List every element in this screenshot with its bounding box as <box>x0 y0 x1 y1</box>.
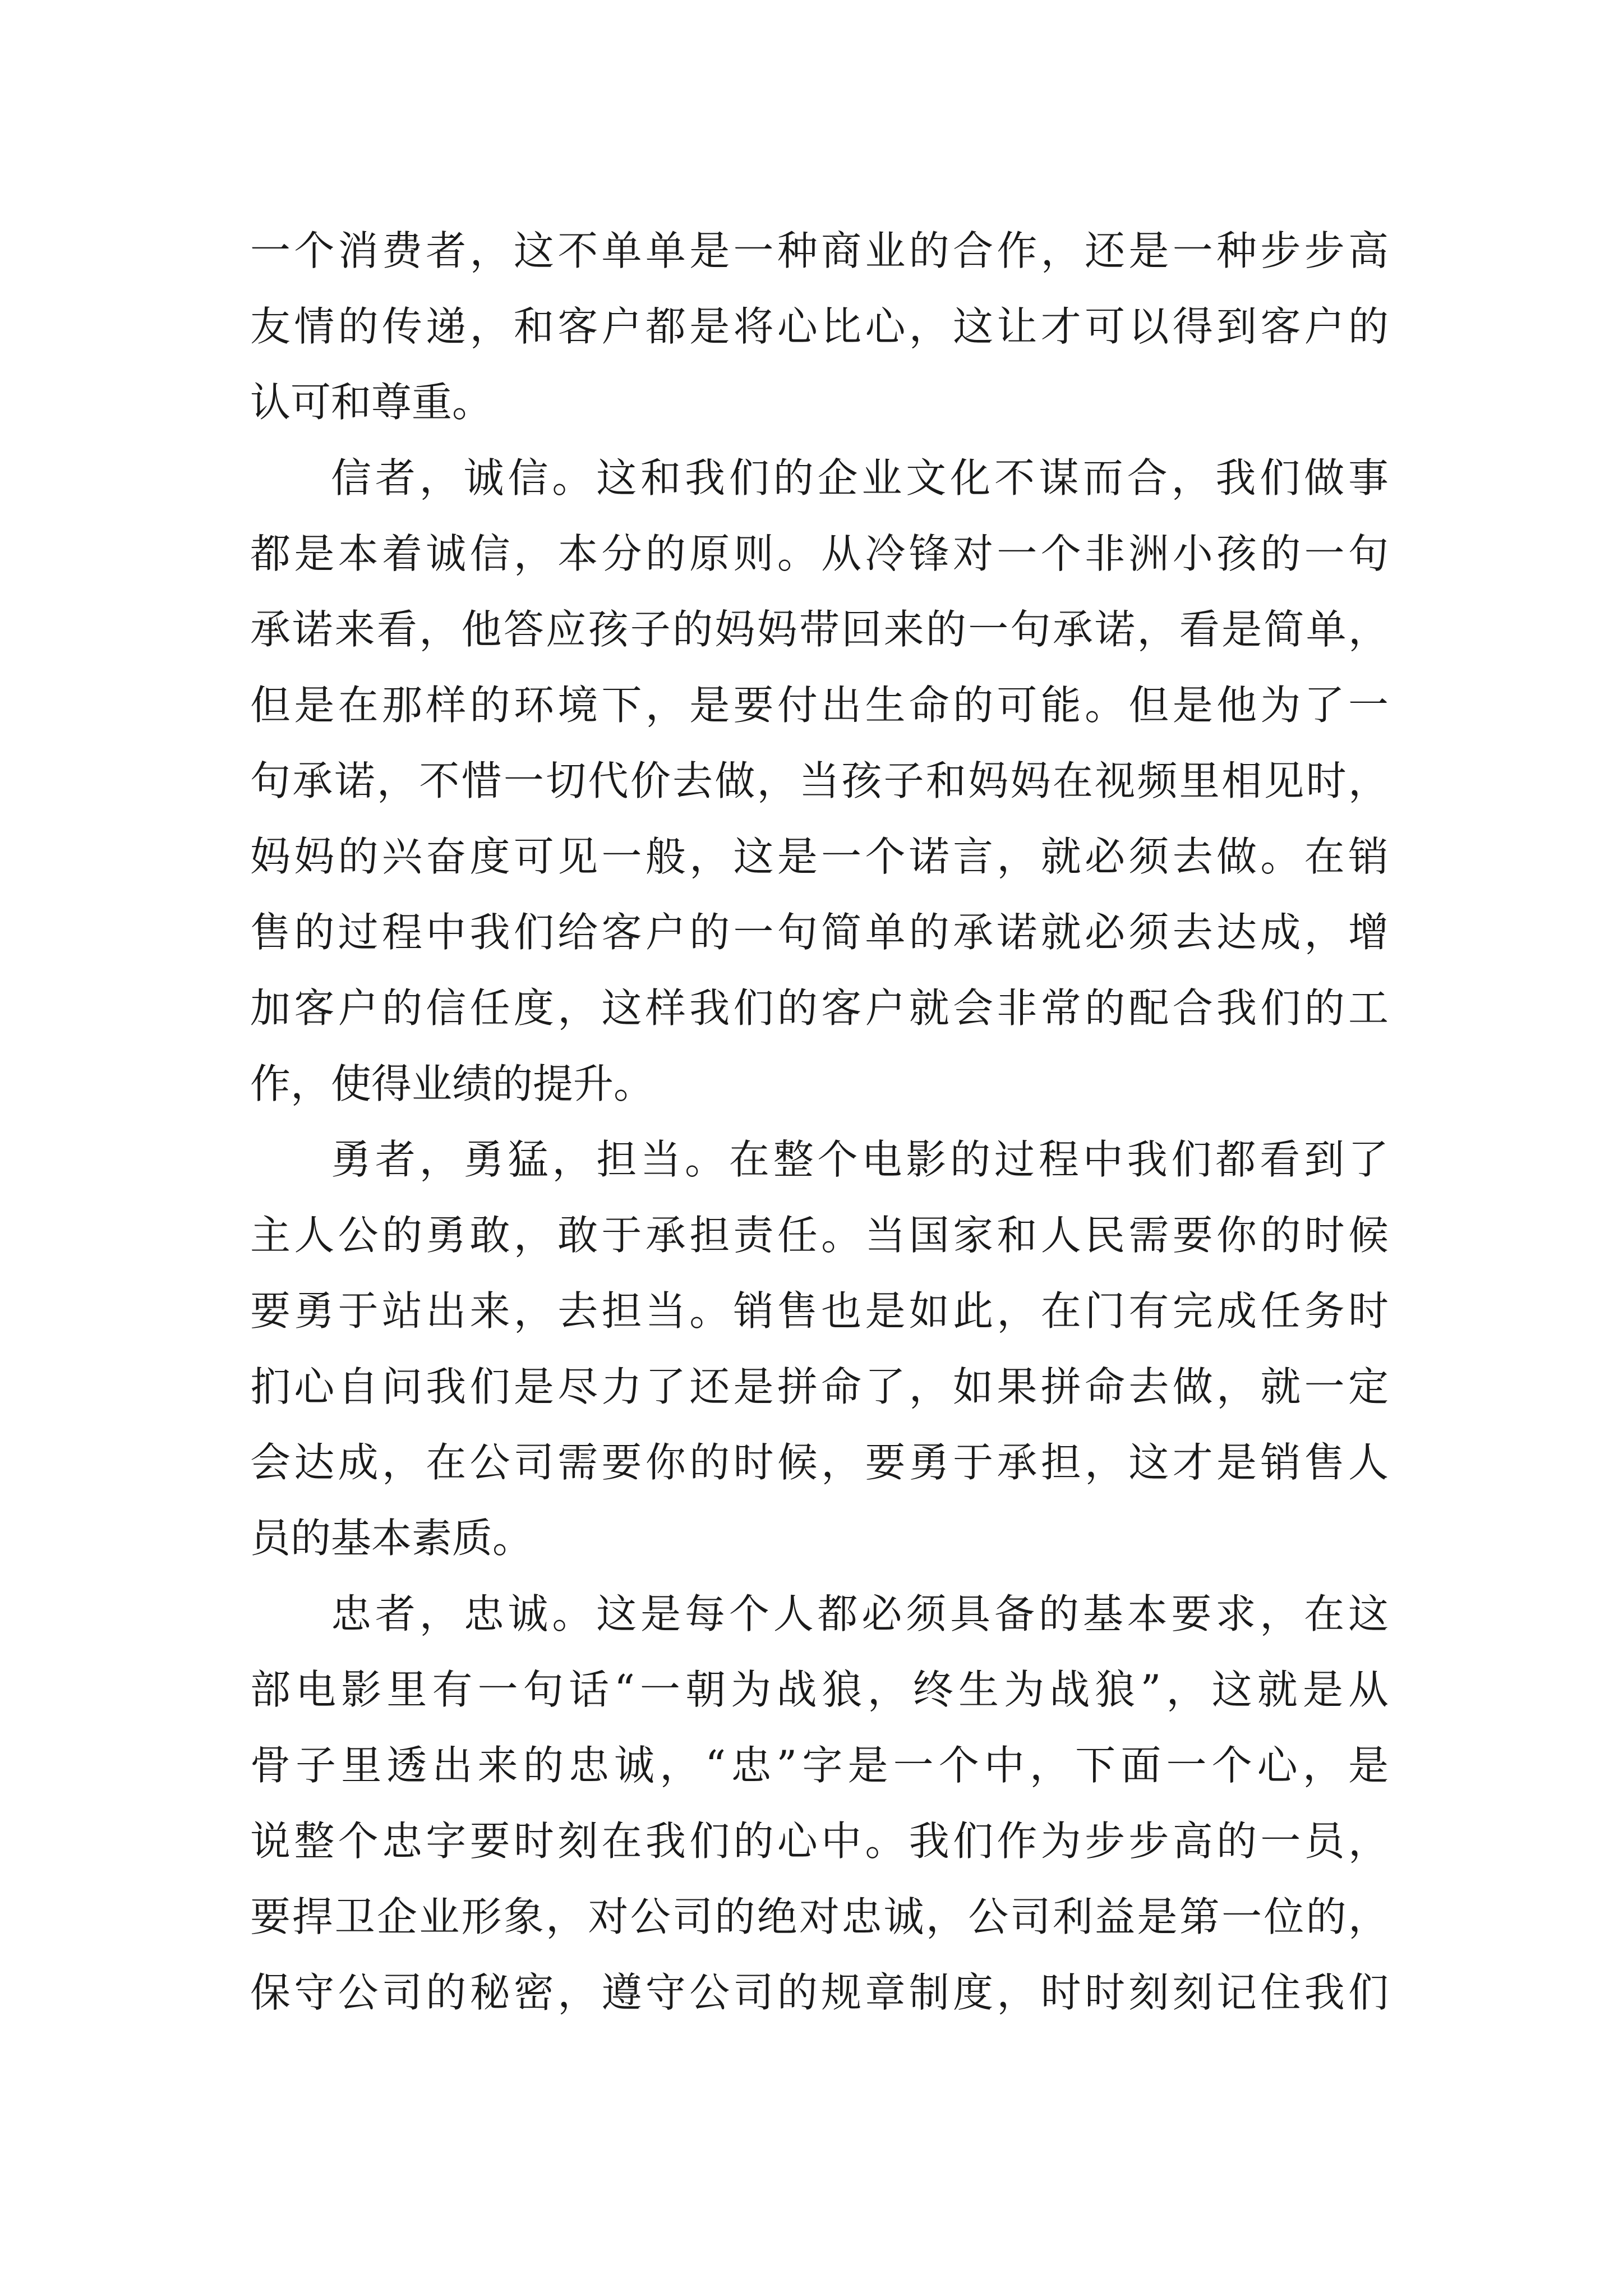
text-line: 保守公司的秘密，遵守公司的规章制度，时时刻刻记住我们 <box>250 1969 1389 2016</box>
text-line: 承诺来看，他答应孩子的妈妈带回来的一句承诺，看是简单， <box>250 606 1389 653</box>
paragraph <box>250 1576 1389 2031</box>
text-line: 都是本着诚信，本分的原则。从冷锋对一个非洲小孩的一句 <box>250 530 1389 577</box>
text-line: 信者，诚信。这和我们的企业文化不谋而合，我们做事 <box>331 454 1389 501</box>
text-line: 妈妈的兴奋度可见一般，这是一个诺言，就必须去做。在销 <box>250 833 1389 880</box>
text-line: 句承诺，不惜一切代价去做，当孩子和妈妈在视频里相见时， <box>250 757 1389 804</box>
text-line: 会达成，在公司需要你的时候，要勇于承担，这才是销售人 <box>250 1439 1389 1486</box>
paragraph <box>250 213 1389 440</box>
text-line: 扪心自问我们是尽力了还是拼命了，如果拼命去做，就一定 <box>250 1363 1389 1410</box>
text-line: 骨子里透出来的忠诚，“忠”字是一个中，下面一个心，是 <box>250 1742 1389 1789</box>
document-body <box>250 213 1389 2031</box>
text-line: 要捍卫企业形象，对公司的绝对忠诚，公司利益是第一位的， <box>250 1893 1389 1940</box>
text-line: 作，使得业绩的提升。 <box>250 1060 654 1107</box>
text-line: 勇者，勇猛，担当。在整个电影的过程中我们都看到了 <box>331 1136 1389 1183</box>
text-line: 主人公的勇敢，敢于承担责任。当国家和人民需要你的时候 <box>250 1212 1389 1259</box>
text-line: 一个消费者，这不单单是一种商业的合作，还是一种步步高 <box>250 227 1389 274</box>
paragraph <box>250 440 1389 1122</box>
text-line: 售的过程中我们给客户的一句简单的承诺就必须去达成，增 <box>250 909 1389 956</box>
text-line: 忠者，忠诚。这是每个人都必须具备的基本要求，在这 <box>331 1590 1389 1637</box>
text-line: 员的基本素质。 <box>250 1515 533 1562</box>
text-line: 友情的传递，和客户都是将心比心，这让才可以得到客户的 <box>250 303 1389 350</box>
text-line: 加客户的信任度，这样我们的客户就会非常的配合我们的工 <box>250 984 1389 1032</box>
text-line: 要勇于站出来，去担当。销售也是如此，在门有完成任务时 <box>250 1287 1389 1335</box>
text-line: 认可和尊重。 <box>250 379 493 426</box>
text-line: 说整个忠字要时刻在我们的心中。我们作为步步高的一员， <box>250 1818 1389 1865</box>
text-line: 部电影里有一句话“一朝为战狼，终生为战狼”，这就是从 <box>250 1666 1389 1713</box>
text-line: 但是在那样的环境下，是要付出生命的可能。但是他为了一 <box>250 682 1389 729</box>
paragraph <box>250 1122 1389 1576</box>
